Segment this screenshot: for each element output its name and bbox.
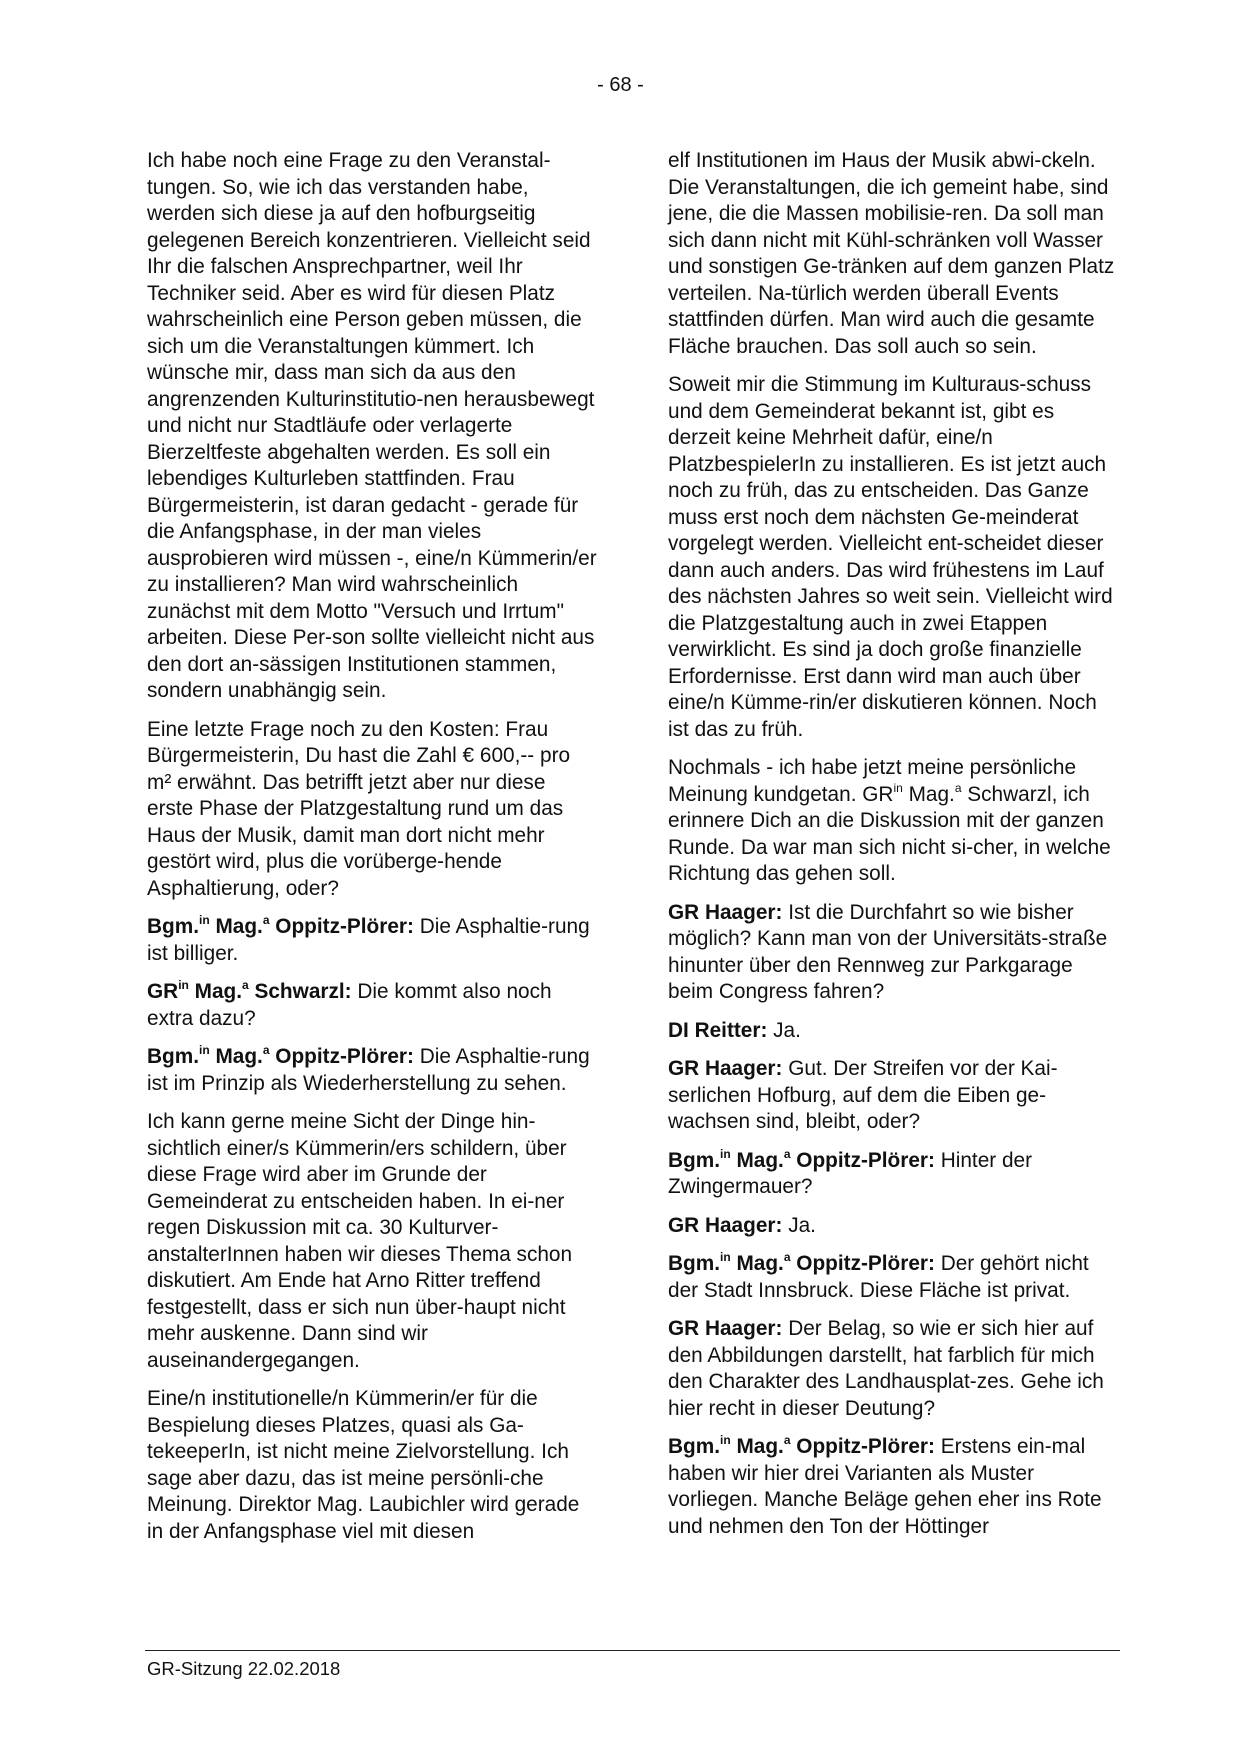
speech-turn bbox=[147, 914, 597, 967]
speech-text: Die Asphaltie-rung ist billiger. bbox=[147, 915, 590, 965]
speech-turn bbox=[668, 1213, 1118, 1240]
speaker: GR Haager: bbox=[668, 1057, 783, 1080]
speaker: $GR^{in}$ Mag.$^a$ Schwarzl: bbox=[147, 978, 352, 1003]
speech-text: Ist die Durchfahrt so wie bisher möglich? Kann man von der Universitäts-straße hinunter über den Rennweg zur Parkgarage beim Congress fahren? bbox=[668, 900, 1108, 1003]
footer-divider bbox=[145, 1650, 1120, 1651]
paragraph: Soweit mir die Stimmung im Kulturaus-schuss und dem Gemeinderat bekannt ist, gibt es derzeit keine Mehrheit dafür, eine/n PlatzbespielerIn zu installieren. Es ist jetzt auch noch zu früh, das zu entscheiden. Das Ganze muss erst noch dem nächsten Ge-meinderat vorgelegt werden. Vielleicht ent-scheidet dieser dann auch anders. Das wird frühestens im Lauf des nächsten Jahres so weit sein. Vielleicht wird die Platzgestaltung auch in zwei Etappen verwirklicht. Es sind ja doch große finanzielle Erfordernisse. Erst dann wird man auch über eine/n Kümme-rin/er diskutieren können. Noch ist das zu früh. bbox=[668, 373, 1113, 741]
speech-turn bbox=[668, 1316, 1118, 1422]
paragraph: Eine/n institutionelle/n Kümmerin/er für die Bespielung dieses Platzes, quasi als Ga-tekeeperIn, ist nicht meine Zielvorstellung. Ich sage aber dazu, das ist meine persönli-che Meinung. Direktor Mag. Laubichler wird gerade in der Anfangsphase viel mit diesen bbox=[147, 1387, 580, 1543]
speech-text: Erstens ein-mal haben wir hier drei Varianten als Muster vorliegen. Manche Beläge gehen eher ins Rote und nehmen den Ton der Höttinger bbox=[668, 1435, 1102, 1538]
speech-turn bbox=[668, 1434, 1118, 1540]
speaker: GR Haager: bbox=[668, 900, 783, 924]
speech-text: Hinter der Zwingermauer? bbox=[668, 1148, 1033, 1198]
speech-text: Ja. bbox=[782, 1213, 816, 1237]
page-number: - 68 - bbox=[597, 74, 644, 96]
paragraph: Ich kann gerne meine Sicht der Dinge hin-sichtlich einer/s Kümmerin/ers schildern, über diese Frage wird aber im Grunde der Gemeinderat zu entscheiden haben. In ei-ner regen Diskussion mit ca. 30 Kulturver-anstalterInnen haben wir dieses Thema schon diskutiert. Am Ende hat Arno Ritter treffend festgestellt, dass er sich nun über-haupt nicht mehr auskenne. Dann sind wir auseinandergegangen. bbox=[147, 1110, 573, 1372]
speech-turn bbox=[668, 1018, 1118, 1045]
speaker: DI Reitter: bbox=[668, 1018, 768, 1042]
speech-turn bbox=[668, 1056, 1118, 1136]
speech-text: Ja. bbox=[767, 1018, 801, 1042]
speech-turn bbox=[147, 1044, 597, 1097]
speech-turn bbox=[668, 1251, 1118, 1304]
left-column bbox=[147, 148, 597, 1557]
speech-text: Der Belag, so wie er sich hier auf den Abbildungen darstellt, hat farblich für mich den Charakter des Landhausplat-zes. Gehe ich hier recht in dieser Deutung? bbox=[668, 1317, 1104, 1420]
speaker: Bgm.$^{in}$ Mag.$^a$ Oppitz-Plörer: bbox=[147, 913, 414, 938]
speaker: Bgm.$^{in}$ Mag.$^a$ Oppitz-Plörer: bbox=[668, 1250, 935, 1275]
speaker: GR Haager: bbox=[668, 1213, 783, 1237]
speech-turn bbox=[147, 979, 597, 1032]
speaker: GR Haager: bbox=[668, 1317, 783, 1340]
speech-text: Die Asphaltie-rung ist im Prinzip als Wiederherstellung zu sehen. bbox=[147, 1045, 590, 1095]
paragraph: Ich habe noch eine Frage zu den Veranstal-tungen. So, wie ich das verstanden habe, werden sich diese ja auf den hofburgseitig gelegenen Bereich konzentrieren. Vielleicht seid Ihr die falschen Ansprechpartner, weil Ihr Techniker seid. Aber es wird für diesen Platz wahrscheinlich eine Person geben müssen, die sich um die Veranstaltungen kümmert. Ich wünsche mir, dass man sich da aus den angrenzenden Kulturinstitutio-nen herausbewegt und nicht nur Stadtläufe oder verlagerte Bierzeltfeste abgehalten werden. Es soll ein lebendiges Kulturleben stattfinden. Frau Bürgermeisterin, ist daran gedacht - gerade für die Anfangsphase, in der man vieles ausprobieren wird müssen -, eine/n Kümmerin/er zu installieren? Man wird wahrscheinlich zunächst mit dem Motto "Versuch und Irrtum" arbeiten. Diese Per-son sollte vielleicht nicht aus den dort an-sässigen Institutionen stammen, sondern unabhängig sein. bbox=[147, 149, 597, 702]
paragraph: Nochmals - ich habe jetzt meine persönliche Meinung kundgetan. $GR^{in}$ Mag.$^a$ Schwarzl, ich erinnere Dich an die Diskussion mit der ganzen Runde. Da war man sich nicht si-cher, in welche Richtung das gehen soll. bbox=[668, 756, 1111, 885]
speech-turn bbox=[668, 1148, 1118, 1201]
speech-text: Gut. Der Streifen vor der Kai-serlichen Hofburg, auf dem die Eiben ge-wachsen sind, bleibt, oder? bbox=[668, 1057, 1058, 1133]
footer-session-date: GR-Sitzung 22.02.2018 bbox=[147, 1658, 341, 1679]
speech-text: Der gehört nicht der Stadt Innsbruck. Diese Fläche ist privat. bbox=[668, 1252, 1089, 1302]
right-column bbox=[668, 148, 1118, 1552]
paragraph: Eine letzte Frage noch zu den Kosten: Frau Bürgermeisterin, Du hast die Zahl € 600,-- pro m² erwähnt. Das betrifft jetzt aber nur diese erste Phase der Platzgestaltung rund um das Haus der Musik, damit man dort nicht mehr gestört wird, plus die vorüberge-hende Asphaltierung, oder? bbox=[147, 717, 571, 900]
speech-turn bbox=[668, 900, 1118, 1006]
speaker: Bgm.$^{in}$ Mag.$^a$ Oppitz-Plörer: bbox=[147, 1043, 414, 1068]
speaker: Bgm.$^{in}$ Mag.$^a$ Oppitz-Plörer: bbox=[668, 1146, 935, 1172]
speech-text: Die kommt also noch extra dazu? bbox=[147, 980, 552, 1030]
speaker: Bgm.$^{in}$ Mag.$^a$ Oppitz-Plörer: bbox=[668, 1433, 935, 1458]
paragraph: elf Institutionen im Haus der Musik abwi-ckeln. Die Veranstaltungen, die ich gemeint habe, sind jene, die die Massen mobilisie-ren. Da soll man sich dann nicht mit Kühl-schränken voll Wasser und sonstigen Ge-tränken auf dem ganzen Platz verteilen. Na-türlich werden überall Events stattfinden dürfen. Man wird auch die gesamte Fläche brauchen. Das soll auch so sein. bbox=[668, 149, 1115, 358]
